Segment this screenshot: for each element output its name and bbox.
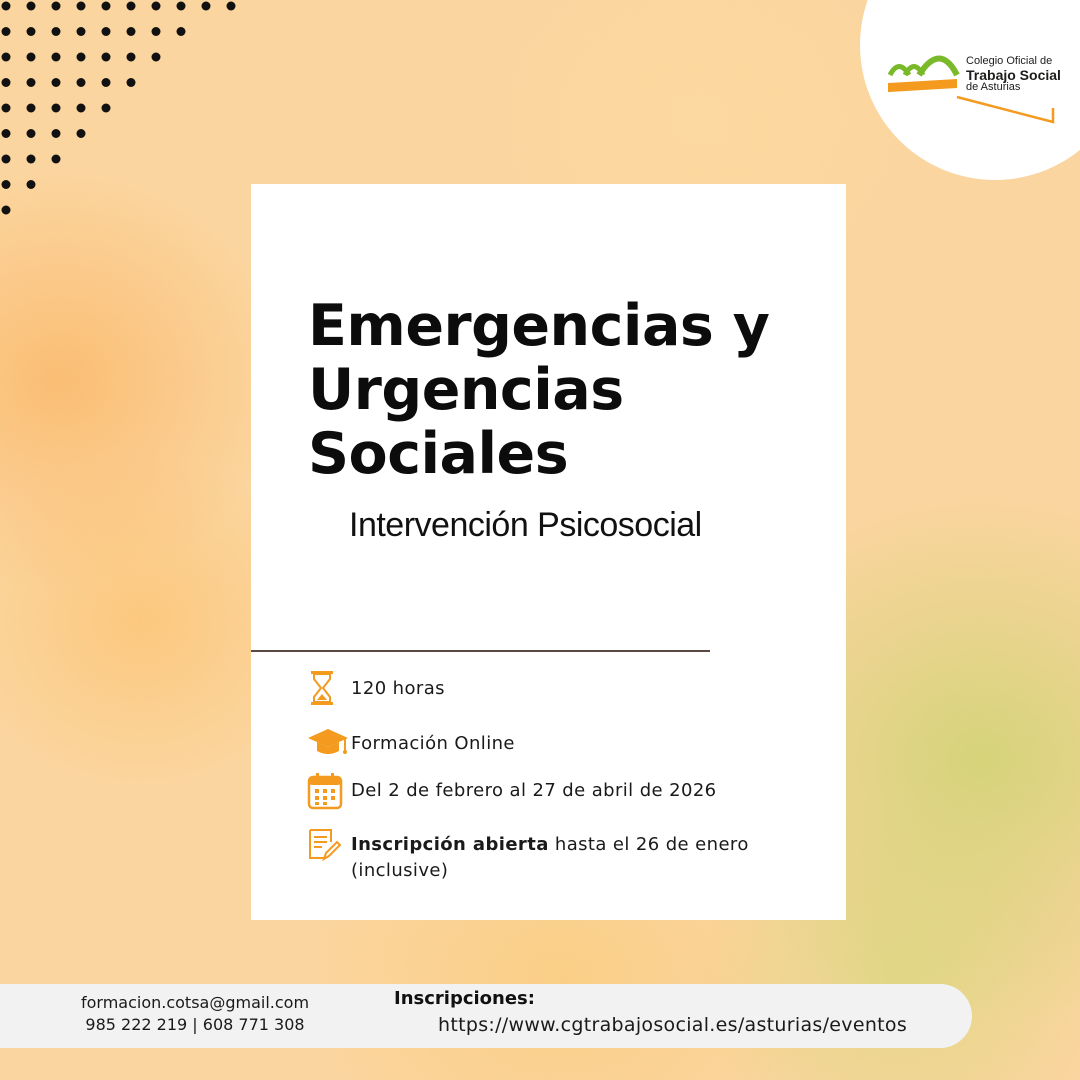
form-edit-icon xyxy=(307,828,351,862)
graduation-cap-icon xyxy=(307,727,351,759)
pattern-dot xyxy=(77,104,86,113)
detail-dates xyxy=(307,772,717,810)
pattern-dot xyxy=(127,78,136,87)
detail-registration xyxy=(307,828,787,884)
pattern-dot xyxy=(52,53,61,62)
pattern-dot xyxy=(102,2,111,11)
logo-line-2: Trabajo Social xyxy=(966,66,1061,83)
pattern-dot xyxy=(2,180,11,189)
pattern-dot xyxy=(2,53,11,62)
detail-dates-text: Del 2 de febrero al 27 de abril de 2026 xyxy=(351,780,717,801)
detail-format xyxy=(307,727,515,759)
title-line-1: Emergencias y xyxy=(308,293,770,359)
dot-pattern xyxy=(0,0,240,240)
inscripciones-url[interactable]: https://www.cgtrabajosocial.es/asturias/eventos xyxy=(438,1014,908,1036)
pattern-dot xyxy=(2,2,11,11)
contact-email[interactable]: formacion.cotsa@gmail.com xyxy=(80,993,310,1012)
pattern-dot xyxy=(152,27,161,36)
logo-line-3: de Asturias xyxy=(966,81,1021,94)
hourglass-icon xyxy=(307,670,351,706)
pattern-dot xyxy=(127,2,136,11)
pattern-dot xyxy=(202,2,211,11)
pattern-dot xyxy=(52,104,61,113)
pattern-dot xyxy=(152,53,161,62)
pattern-dot xyxy=(27,78,36,87)
course-card xyxy=(251,184,846,920)
inscripciones-label: Inscripciones: xyxy=(394,988,535,1009)
detail-format-text: Formación Online xyxy=(351,733,515,754)
pattern-dot xyxy=(177,2,186,11)
detail-hours xyxy=(307,670,445,706)
logo-line-1: Colegio Oficial de xyxy=(966,55,1053,67)
pattern-dot xyxy=(27,129,36,138)
pattern-dot xyxy=(127,53,136,62)
pattern-dot xyxy=(27,180,36,189)
pattern-dot xyxy=(27,27,36,36)
title-line-2: Urgencias xyxy=(308,357,624,423)
course-title xyxy=(308,294,828,486)
pattern-dot xyxy=(152,2,161,11)
pattern-dot xyxy=(2,129,11,138)
pattern-dot xyxy=(102,53,111,62)
pattern-dot xyxy=(102,78,111,87)
detail-registration-text xyxy=(351,832,787,884)
pattern-dot xyxy=(227,2,236,11)
registration-open-label: Inscripción abierta xyxy=(351,834,549,855)
pattern-dot xyxy=(52,78,61,87)
pattern-dot xyxy=(27,2,36,11)
pattern-dot xyxy=(2,104,11,113)
title-line-3: Sociales xyxy=(308,421,569,487)
pattern-dot xyxy=(52,27,61,36)
pattern-dot xyxy=(77,53,86,62)
pattern-dot xyxy=(127,27,136,36)
pattern-dot xyxy=(27,104,36,113)
pattern-dot xyxy=(52,155,61,164)
pattern-dot xyxy=(102,27,111,36)
pattern-dot xyxy=(27,155,36,164)
pattern-dot xyxy=(77,129,86,138)
registration-deadline: hasta el 26 de enero (inclusive) xyxy=(351,834,749,881)
divider-line xyxy=(251,650,710,652)
course-subtitle: Intervención Psicosocial xyxy=(349,506,702,544)
pattern-dot xyxy=(177,27,186,36)
pattern-dot xyxy=(2,78,11,87)
pattern-dot xyxy=(2,206,11,215)
detail-hours-text: 120 horas xyxy=(351,678,445,699)
logo-text xyxy=(966,56,1061,94)
pattern-dot xyxy=(52,2,61,11)
pattern-dot xyxy=(102,104,111,113)
pattern-dot xyxy=(2,27,11,36)
contact-info xyxy=(40,992,350,1036)
pattern-dot xyxy=(27,53,36,62)
pattern-dot xyxy=(77,78,86,87)
contact-phones: 985 222 219 | 608 771 308 xyxy=(85,1015,305,1034)
pattern-dot xyxy=(77,2,86,11)
pattern-dot xyxy=(2,155,11,164)
pattern-dot xyxy=(52,129,61,138)
pattern-dot xyxy=(77,27,86,36)
calendar-icon xyxy=(307,772,351,810)
